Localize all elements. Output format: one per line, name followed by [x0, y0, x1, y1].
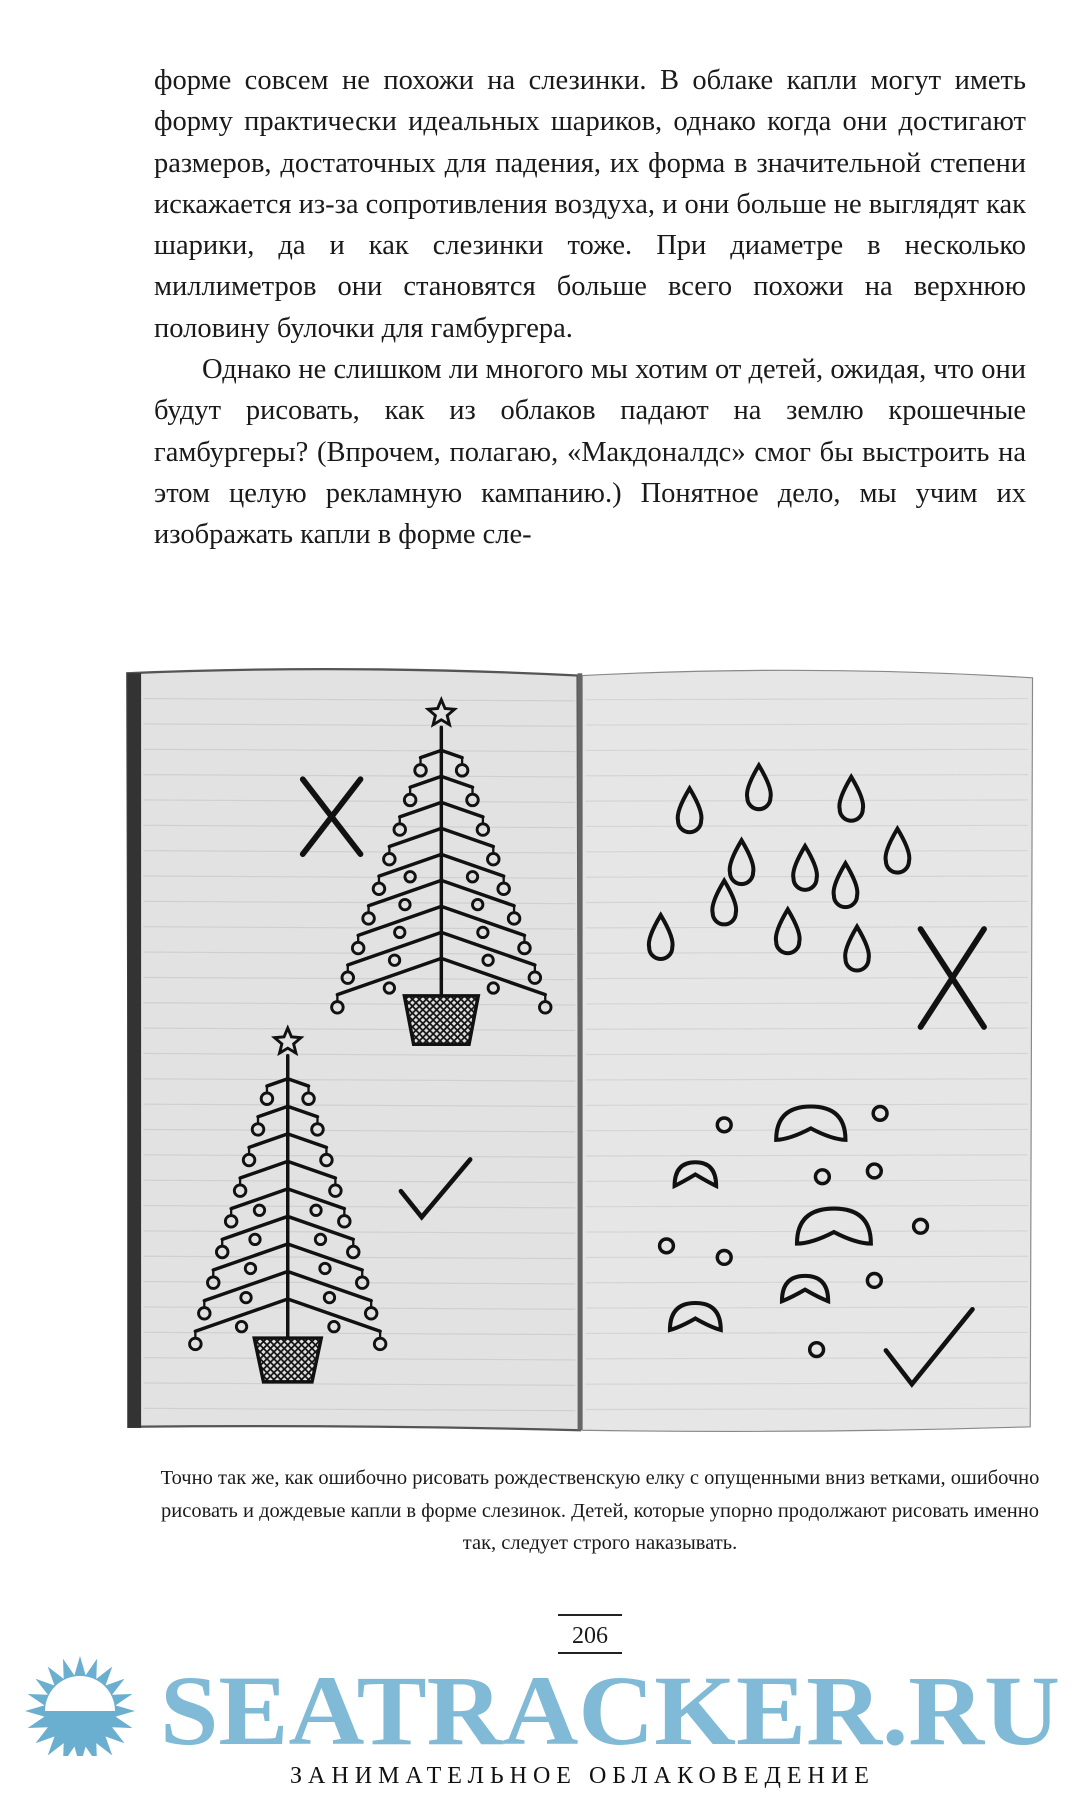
notebook-edge — [127, 673, 141, 1428]
notebook-photo — [118, 664, 1036, 1436]
flower-pot — [404, 996, 478, 1044]
watermark-text: SEATRACKER.RU — [160, 1656, 1060, 1756]
paragraph: форме совсем не похожи на слезинки. В облаке капли могут иметь форму практически идеальных шариков, однако когда они достигают размеров, достаточных для падения, их форма в значительной степени искажается из-за сопротивления воздуха, и они больше не выглядят как шарики, да и как слезинки тоже. При диаметре в несколько миллиметров они становятся больше всего похожи на верхнюю половину булочки для гамбургера. — [154, 65, 1027, 344]
watermark-logo — [0, 1656, 1080, 1756]
body-text — [154, 60, 1026, 556]
left-page — [127, 669, 580, 1430]
paragraph: Однако не слишком ли многого мы хотим от детей, ожидая, что они будут рисовать, как из облаков падают на землю крошечные гамбургеры? (Впрочем, полагаю, «Макдоналдс» смог бы выстроить на этом целую рекламную кампанию.) Понятное дело, мы учим их изображать капли в форме сле- — [154, 354, 1026, 551]
flower-pot — [254, 1338, 321, 1382]
page-number: 206 — [572, 1623, 608, 1649]
page-number-rule-top — [558, 1614, 622, 1616]
page-number-rule-bottom — [558, 1652, 622, 1654]
running-head: ЗАНИМАТЕЛЬНОЕ ОБЛАКОВЕДЕНИЕ — [290, 1763, 875, 1789]
figure-caption: Точно так же, как ошибочно рисовать рождественскую елку с опущенными вниз ветками, ошибочно рисовать и дождевые капли в форме слезинок. Детей, которые упорно продолжают рисовать именно так, следует строго наказывать. — [160, 1467, 1040, 1554]
sun-icon — [25, 1656, 135, 1756]
